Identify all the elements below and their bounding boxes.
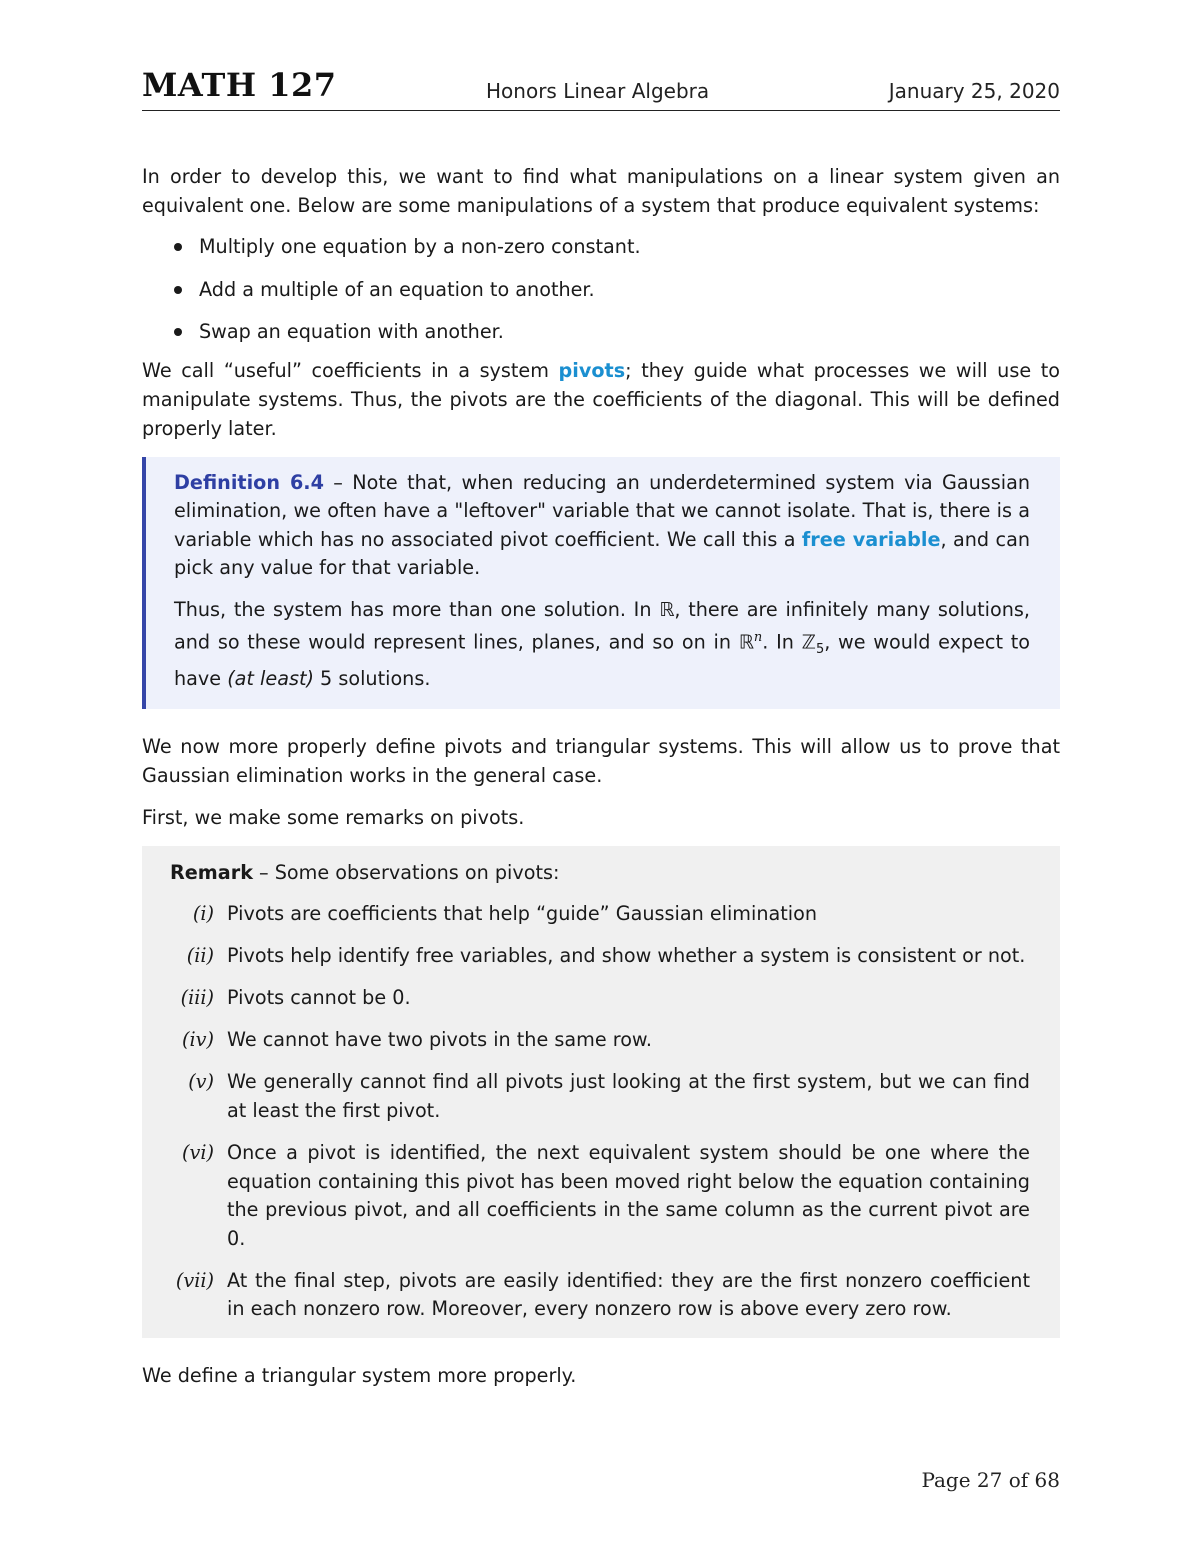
list-item: [142, 317, 1060, 346]
list-item-text: At the final step, pivots are easily identified: they are the first nonzero coefficient in each nonzero row. Moreover, every nonzero row is above every zero row.: [227, 1268, 1030, 1321]
list-item-text: Multiply one equation by a non-zero constant.: [199, 235, 641, 258]
list-item-text: We generally cannot find all pivots just looking at the first system, but we can find at least the first pivot.: [227, 1070, 1030, 1122]
page-number: Page 27 of 68: [921, 1468, 1060, 1492]
header-date: January 25, 2020: [888, 79, 1060, 103]
list-item-label: (vii): [175, 1268, 214, 1292]
bullet-icon: [174, 286, 182, 294]
course-subject: Honors Linear Algebra: [486, 79, 710, 103]
remark-list: [170, 900, 1030, 1324]
list-item: [170, 942, 1030, 971]
list-item-label: (v): [188, 1070, 214, 1094]
paragraph-triangular: We define a triangular system more properly.: [142, 1364, 577, 1387]
list-item: [170, 1139, 1030, 1253]
manipulation-list: [142, 232, 1060, 346]
definition-paragraph-2: Thus, the system has more than one solution. In ℝ, there are infinitely many solutions, and so these would represent lines, planes, and so on in ℝ$^n$. In ℤ$_5$, we would expect to have (at least) 5 solutions.: [174, 597, 1030, 691]
list-item: [142, 232, 1060, 261]
page-header: [142, 66, 1060, 112]
list-item-text: Pivots cannot be 0.: [227, 986, 411, 1010]
list-item-label: (i): [192, 901, 214, 925]
header-rule: [142, 110, 1060, 111]
reals-n-symbol: ℝ: [738, 630, 754, 654]
list-item-text: Swap an equation with another.: [199, 320, 504, 343]
list-item: [170, 1026, 1030, 1055]
bullet-icon: [174, 243, 182, 251]
course-title: MATH 127: [142, 66, 337, 104]
list-item: [170, 984, 1030, 1013]
list-item-label: (iii): [180, 986, 214, 1010]
paragraph-pivots-triangular: We now more properly define pivots and triangular systems. This will allow us to prove that Gaussian elimination works in the general case.: [142, 734, 1060, 787]
paragraph-remarks-intro: First, we make some remarks on pivots.: [142, 805, 525, 829]
reals-symbol: ℝ: [659, 597, 675, 621]
list-item-label: (vi): [182, 1140, 214, 1164]
remark-box: [142, 846, 1060, 1338]
list-item-text: Once a pivot is identified, the next equivalent system should be one where the equation containing this pivot has been moved right below the equation containing the previous pivot, and all coefficients in the same column as the current pivot are 0.: [227, 1140, 1030, 1250]
page-body: [142, 162, 1060, 1390]
list-item-label: (ii): [186, 943, 214, 967]
definition-box: [142, 457, 1060, 709]
list-item-text: We cannot have two pivots in the same row.: [227, 1028, 652, 1052]
list-item-text: Pivots help identify free variables, and show whether a system is consistent or not.: [227, 943, 1026, 967]
integers-mod-symbol: ℤ: [801, 630, 816, 654]
definition-paragraph-1: Definition 6.4 – Note that, when reducing an underdetermined system via Gaussian elimination, we often have a "leftover" variable that we cannot isolate. That is, there is a variable which has no associated pivot coefficient. We call this a free variable, and can pick any value for that variable.: [174, 470, 1031, 580]
list-item: [142, 275, 1060, 304]
bullet-icon: [174, 328, 182, 336]
remark-title: Remark: [170, 860, 253, 884]
list-item-text: Add a multiple of an equation to another.: [199, 277, 595, 301]
list-item: [170, 1068, 1030, 1125]
free-variable-keyword: free variable: [801, 527, 941, 551]
list-item-text: Pivots are coefficients that help “guide” Gaussian elimination: [227, 901, 817, 925]
remark-heading: Remark – Some observations on pivots:: [170, 860, 560, 884]
list-item-label: (iv): [182, 1028, 214, 1052]
pivots-keyword: pivots: [558, 358, 626, 382]
intro-paragraph: In order to develop this, we want to find what manipulations on a linear system given an equivalent one. Below are some manipulations of a system that produce equivalent systems:: [142, 165, 1060, 217]
pivots-paragraph: We call “useful” coefficients in a system pivots; they guide what processes we will use to manipulate systems. Thus, the pivots are the coefficients of the diagonal. This will be defined properly later.: [142, 358, 1060, 440]
list-item: [170, 1267, 1030, 1324]
definition-title: Definition 6.4: [174, 470, 324, 494]
list-item: [170, 900, 1030, 929]
